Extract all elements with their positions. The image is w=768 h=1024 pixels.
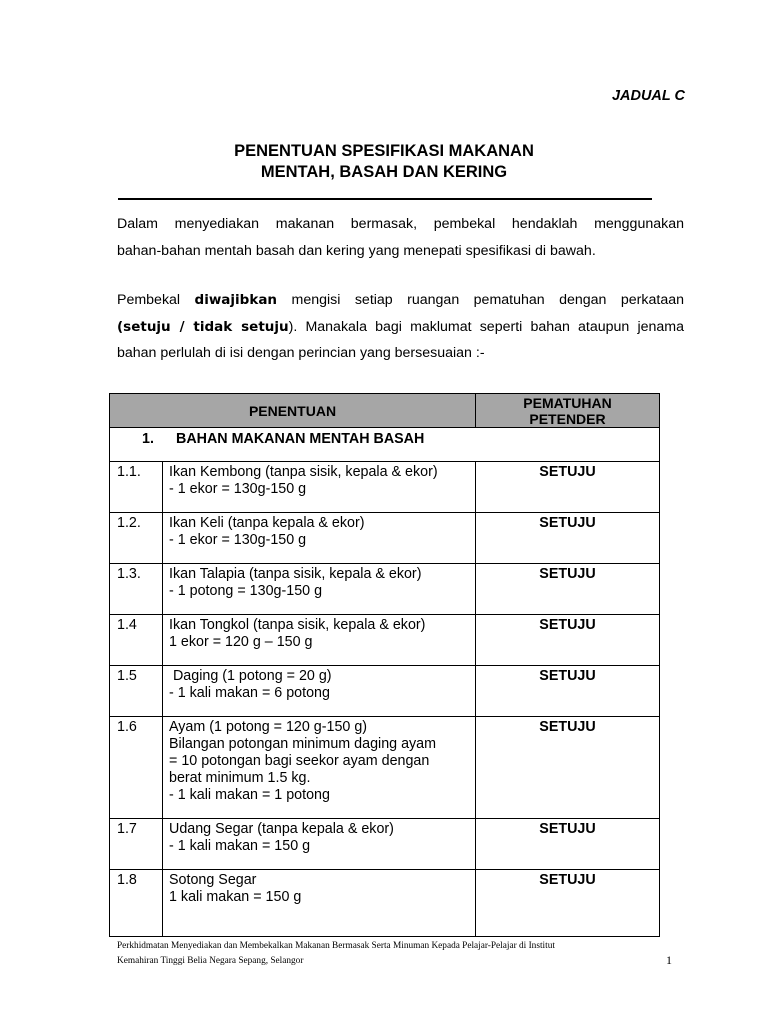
intro-p2-emphasis: diwajibkan: [194, 292, 278, 308]
description-line: - 1 ekor = 130g-150 g: [169, 532, 307, 548]
section-title: BAHAN MAKANAN MENTAH BASAH: [176, 431, 425, 447]
header-pematuhan: [476, 394, 660, 428]
description-line: Daging (1 potong = 20 g): [169, 668, 332, 684]
row-number: 1.8: [110, 870, 163, 937]
description-line: - 1 kali makan = 1 potong: [169, 787, 330, 803]
row-description: [163, 564, 476, 615]
description-line: Ikan Kembong (tanpa sisik, kepala & ekor): [169, 464, 438, 480]
row-description: [163, 870, 476, 937]
page-title-line2: MENTAH, BASAH DAN KERING: [260, 163, 508, 181]
row-number: 1.2.: [110, 513, 163, 564]
description-line: - 1 kali makan = 6 potong: [169, 685, 330, 701]
compliance-status: SETUJU: [476, 819, 660, 870]
compliance-status: SETUJU: [476, 462, 660, 513]
description-line: 1 ekor = 120 g – 150 g: [169, 634, 313, 650]
header-pematuhan-l2: PETENDER: [529, 410, 606, 427]
row-number: 1.5: [110, 666, 163, 717]
description-line: - 1 ekor = 130g-150 g: [169, 481, 307, 497]
description-line: Ikan Tongkol (tanpa sisik, kepala & ekor): [169, 617, 426, 633]
section-number: 1.: [142, 431, 154, 447]
intro-p2-post: mengisi setiap ruangan pematuhan dengan perkataan: [277, 292, 685, 308]
row-description: [163, 513, 476, 564]
description-line: Ikan Talapia (tanpa sisik, kepala & ekor): [169, 566, 422, 582]
description-line: Udang Segar (tanpa kepala & ekor): [169, 821, 394, 837]
title-underline: [118, 198, 652, 200]
schedule-label: JADUAL C: [611, 88, 685, 104]
page-number: 1: [666, 953, 672, 967]
intro-p1-line2: bahan-bahan mentah basah dan kering yang menepati spesifikasi di bawah.: [117, 242, 596, 259]
intro-p2-line2-rest: ). Manakala bagi maklumat seperti bahan ataupun jenama: [288, 318, 684, 335]
table-row: [110, 666, 660, 717]
header-pematuhan-l1: PEMATUHAN: [523, 394, 612, 411]
compliance-status: SETUJU: [476, 564, 660, 615]
compliance-status: SETUJU: [476, 513, 660, 564]
description-line: Ikan Keli (tanpa kepala & ekor): [169, 515, 365, 531]
description-line: Sotong Segar: [169, 872, 257, 888]
intro-paragraph-2: [117, 287, 684, 367]
intro-p2-pre: Pembekal: [117, 292, 195, 308]
compliance-status: SETUJU: [476, 717, 660, 819]
intro-p2-options: (setuju / tidak setuju: [117, 318, 289, 335]
description-line: berat minimum 1.5 kg.: [169, 770, 311, 786]
row-number: 1.1.: [110, 462, 163, 513]
intro-paragraph-1: [117, 211, 684, 264]
intro-p1-line1: Dalam menyediakan makanan bermasak, pembekal hendaklah menggunakan: [117, 216, 684, 232]
table-row: [110, 870, 660, 937]
footer-line1: Perkhidmatan Menyediakan dan Membekalkan Makanan Bermasak Serta Minuman Kepada Pelajar-Pelajar di Institut: [117, 941, 555, 951]
row-description: [163, 615, 476, 666]
compliance-status: SETUJU: [476, 615, 660, 666]
header-penentuan: PENENTUAN: [110, 394, 476, 428]
description-line: = 10 potongan bagi seekor ayam dengan: [169, 753, 430, 769]
table-row: [110, 462, 660, 513]
table-row: [110, 564, 660, 615]
table-row: [110, 615, 660, 666]
footer-text: [117, 939, 637, 969]
section-cell: [110, 428, 660, 462]
specification-table: [109, 393, 660, 937]
row-number: 1.6: [110, 717, 163, 819]
compliance-status: SETUJU: [476, 870, 660, 937]
description-line: Ayam (1 potong = 120 g-150 g): [169, 719, 368, 735]
page-title-line1: PENENTUAN SPESIFIKASI MAKANAN: [234, 142, 534, 160]
row-description: [163, 666, 476, 717]
row-number: 1.4: [110, 615, 163, 666]
description-line: - 1 potong = 130g-150 g: [169, 583, 323, 599]
description-line: Bilangan potongan minimum daging ayam: [169, 736, 437, 752]
intro-p2-line3: bahan perlulah di isi dengan perincian yang bersesuaian :-: [117, 345, 485, 361]
row-description: [163, 819, 476, 870]
table-row: [110, 819, 660, 870]
compliance-status: SETUJU: [476, 666, 660, 717]
row-number: 1.3.: [110, 564, 163, 615]
description-line: - 1 kali makan = 150 g: [169, 838, 311, 854]
table-header-row: [110, 394, 660, 428]
row-number: 1.7: [110, 819, 163, 870]
table-row: [110, 717, 660, 819]
row-description: [163, 717, 476, 819]
section-row: [110, 428, 660, 462]
description-line: 1 kali makan = 150 g: [169, 889, 302, 905]
row-description: [163, 462, 476, 513]
intro-p2-line1: [117, 287, 684, 314]
footer-line2: Kemahiran Tinggi Belia Negara Sepang, Selangor: [117, 956, 304, 966]
intro-p2-line2: [117, 314, 684, 341]
table-row: [110, 513, 660, 564]
